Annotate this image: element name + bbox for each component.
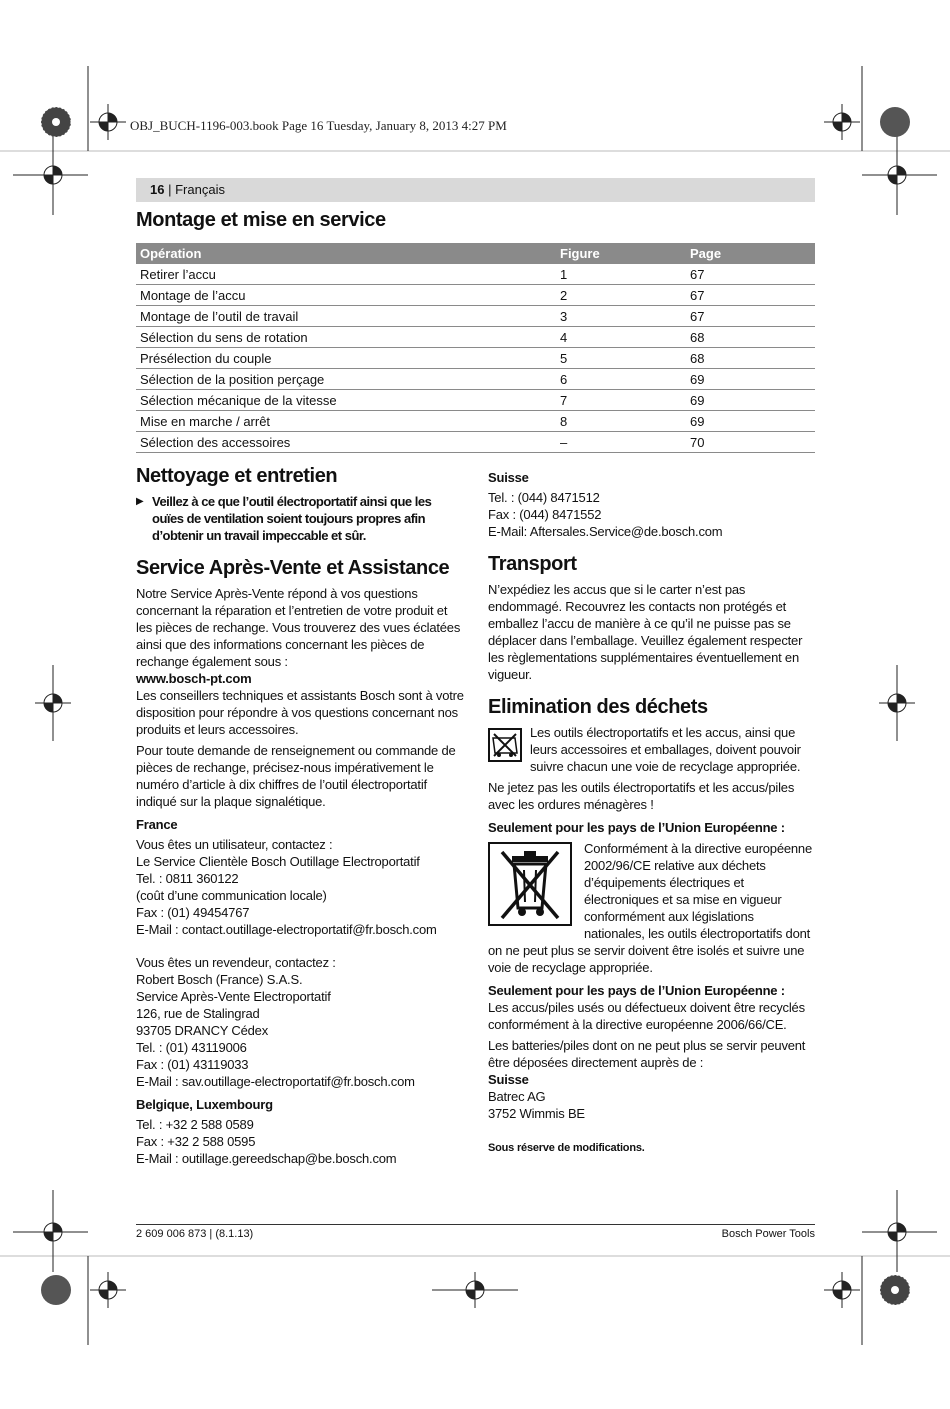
cell-page: 69 [686, 411, 815, 432]
nettoyage-text: Veillez à ce que l’outil électroportatif ainsi que les ouïes de ventilation soient toujours propres afin d’obtenir un travail impeccable et sûr. [152, 494, 432, 543]
page-header-bar [136, 178, 815, 202]
reserve-note: Sous réserve de modifications. [488, 1142, 645, 1154]
table-row [136, 411, 815, 432]
france-reseller-line: Robert Bosch (France) S.A.S. [136, 972, 303, 987]
cell-page: 67 [686, 306, 815, 327]
triangle-bullet-icon: ▶ [136, 496, 144, 507]
crossed-out-bin-icon [488, 842, 572, 926]
cell-page: 69 [686, 390, 815, 411]
right-column [488, 469, 816, 1157]
elimination-title: Elimination des déchets [488, 696, 708, 718]
france-reseller-line: E-Mail : sav.outillage-electroportatif@fr.bosch.com [136, 1074, 415, 1089]
cell-page: 70 [686, 432, 815, 453]
table-row [136, 432, 815, 453]
recycle-tool-icon [488, 728, 522, 762]
table-row [136, 306, 815, 327]
cell-figure: – [556, 432, 686, 453]
france-heading: France [136, 817, 178, 832]
household-text: Ne jetez pas les outils électroportatifs et les accus/piles avec les ordures ménagères ! [488, 780, 795, 812]
france-reseller-line: Vous êtes un revendeur, contactez : [136, 955, 336, 970]
col-operation: Opération [136, 243, 556, 264]
footer-left: 2 609 006 873 | (8.1.13) [136, 1228, 254, 1240]
page-number: 16 [150, 182, 165, 197]
belgique-line: E-Mail : outillage.gereedschap@be.bosch.com [136, 1151, 397, 1166]
france-reseller-line: 126, rue de Stalingrad [136, 1006, 260, 1021]
cell-page: 67 [686, 264, 815, 285]
footer-right: Bosch Power Tools [721, 1228, 815, 1240]
cell-operation: Présélection du couple [136, 348, 556, 369]
france-reseller-line: Tel. : (01) 43119006 [136, 1040, 247, 1055]
suisse-heading: Suisse [488, 470, 529, 485]
france-reseller-line: Service Après-Vente Electroportatif [136, 989, 331, 1004]
transport-title: Transport [488, 553, 577, 575]
cell-page: 68 [686, 348, 815, 369]
batrec-suisse-heading: Suisse [488, 1072, 529, 1087]
recycle-block [488, 724, 816, 775]
footer-divider [136, 1224, 815, 1225]
book-header: OBJ_BUCH-1196-003.book Page 16 Tuesday, January 8, 2013 4:27 PM [130, 118, 507, 133]
cell-figure: 4 [556, 327, 686, 348]
col-page: Page [686, 243, 815, 264]
cell-operation: Sélection des accessoires [136, 432, 556, 453]
cell-operation: Sélection mécanique de la vitesse [136, 390, 556, 411]
recycle-text: Les outils électroportatifs et les accus, ainsi que leurs accessoires et emballages, doivent pouvoir suivre chacun une voie de recyclage appropriée. [530, 725, 801, 774]
service-order: Pour toute demande de renseignement ou commande de pièces de rechange, précisez-nous impérativement le numéro d’article à dix chiffres de l’outil électroportatif indiqué sur la plaque signalétique. [136, 743, 456, 809]
table-header-row [136, 243, 815, 264]
montage-title: Montage et mise en service [136, 209, 386, 231]
cell-page: 69 [686, 369, 815, 390]
transport-text: N’expédiez les accus que si le carter n’est pas endommagé. Recouvrez les contacts non protégés et emballez l’accu de manière à ce qu’il ne puisse pas se déplacer dans l’emballage. Veuillez également respecter les règlementations supplémentaires éventuellement en vigueur. [488, 582, 803, 682]
cell-operation: Mise en marche / arrêt [136, 411, 556, 432]
cell-figure: 8 [556, 411, 686, 432]
cell-operation: Sélection du sens de rotation [136, 327, 556, 348]
nettoyage-title: Nettoyage et entretien [136, 465, 338, 487]
cell-operation: Montage de l’accu [136, 285, 556, 306]
cell-figure: 1 [556, 264, 686, 285]
header-separator: | [168, 182, 172, 197]
table-row [136, 390, 815, 411]
cell-figure: 7 [556, 390, 686, 411]
france-user-line: Le Service Clientèle Bosch Outillage Electroportatif [136, 854, 420, 869]
suisse-line: Tel. : (044) 8471512 [488, 490, 600, 505]
table-row [136, 348, 815, 369]
table-row [136, 369, 815, 390]
weee-text: Conformément à la directive européenne 2002/96/CE relative aux déchets d’équipements électriques et électroniques et sa mise en vigueur conformément aux législations nationales, les outils électroportatifs dont on ne peut plus se servir doivent être isolés et suivre une voie de recyclage appropriée. [488, 841, 812, 975]
service-title: Service Après-Vente et Assistance [136, 557, 450, 579]
france-user-line: E-Mail : contact.outillage-electroportatif@fr.bosch.com [136, 922, 437, 937]
france-reseller-line: 93705 DRANCY Cédex [136, 1023, 269, 1038]
france-user-line: Fax : (01) 49454767 [136, 905, 250, 920]
cell-figure: 5 [556, 348, 686, 369]
cell-operation: Retirer l’accu [136, 264, 556, 285]
operations-table [136, 243, 815, 453]
page-language: Français [175, 182, 225, 197]
cell-page: 68 [686, 327, 815, 348]
cell-figure: 2 [556, 285, 686, 306]
battery-text: Les accus/piles usés ou défectueux doivent être recyclés conformément à la directive européenne 2006/66/CE. [488, 1000, 805, 1032]
belgique-heading: Belgique, Luxembourg [136, 1097, 273, 1112]
eu-heading-1: Seulement pour les pays de l’Union Européenne : [488, 820, 785, 835]
cell-operation: Sélection de la position perçage [136, 369, 556, 390]
cell-figure: 3 [556, 306, 686, 327]
nettoyage-bullet [136, 493, 464, 544]
france-user-line: Tel. : 0811 360122 [136, 871, 239, 886]
service-advice: Les conseillers techniques et assistants Bosch sont à votre disposition pour répondre à vos questions concernant nos produits et leurs accessoires. [136, 688, 464, 737]
cell-page: 67 [686, 285, 815, 306]
france-user-line: (coût d’une communication locale) [136, 888, 327, 903]
website-link[interactable]: www.bosch-pt.com [136, 671, 252, 686]
eu-heading-2: Seulement pour les pays de l’Union Européenne : [488, 983, 785, 998]
weee-block [488, 840, 816, 976]
belgique-line: Tel. : +32 2 588 0589 [136, 1117, 254, 1132]
france-user-line: Vous êtes un utilisateur, contactez : [136, 837, 333, 852]
service-intro: Notre Service Après-Vente répond à vos questions concernant la réparation et l’entretien de votre produit et les pièces de rechange. Vous trouverez des vues éclatées ainsi que des informations concernant les pièces de rechange également sous : [136, 586, 461, 669]
cell-operation: Montage de l’outil de travail [136, 306, 556, 327]
suisse-line: Fax : (044) 8471552 [488, 507, 602, 522]
left-column [136, 465, 464, 1167]
belgique-line: Fax : +32 2 588 0595 [136, 1134, 256, 1149]
table-row [136, 264, 815, 285]
france-reseller-line: Fax : (01) 43119033 [136, 1057, 249, 1072]
cell-figure: 6 [556, 369, 686, 390]
battery-deposit: Les batteries/piles dont on ne peut plus se servir peuvent être déposées directement auprès de : [488, 1038, 806, 1070]
batrec-line: Batrec AG [488, 1089, 546, 1104]
table-row [136, 285, 815, 306]
batrec-line: 3752 Wimmis BE [488, 1106, 585, 1121]
table-row [136, 327, 815, 348]
suisse-line: E-Mail: Aftersales.Service@de.bosch.com [488, 524, 723, 539]
col-figure: Figure [556, 243, 686, 264]
